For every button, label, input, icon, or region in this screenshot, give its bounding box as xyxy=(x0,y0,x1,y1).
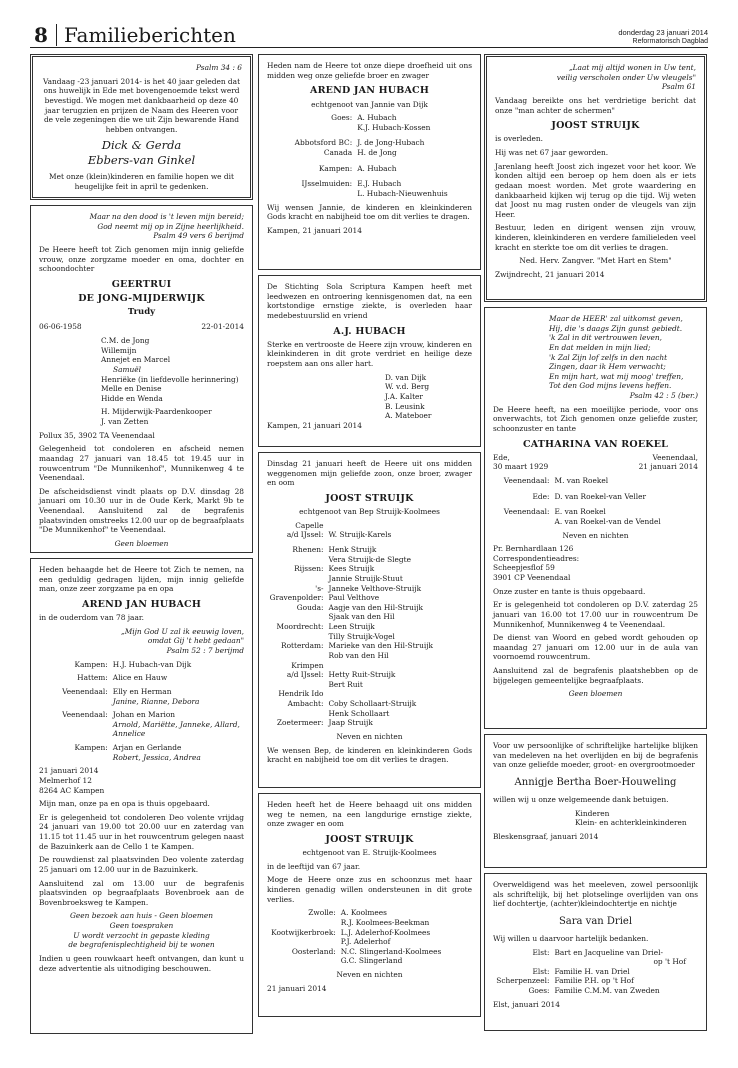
ad-paragraph: Sterke en vertroostе de Heere zijn vrouw, kinderen en kleinkinderen in dit grote verdriet en heilige deze roepstem aan ons aller hart. xyxy=(267,339,472,369)
issue-date: donderdag 23 januari 2014 xyxy=(618,28,708,37)
verse-ref: Psalm 61 xyxy=(661,82,696,92)
family-list xyxy=(39,336,244,427)
verse-line: „Mijn God U zal ik eeuwig loven, xyxy=(120,626,244,636)
family-names: Marieke van den Hil-Struijk xyxy=(328,641,433,651)
family-row xyxy=(493,967,698,977)
family-row xyxy=(39,660,244,670)
ad-thanks-sara xyxy=(484,873,707,1031)
family-children: Robert, Jessica, Andrea xyxy=(112,752,201,762)
verse-line: Maar de HEER' zal uitkomst geven, xyxy=(549,314,683,323)
birth-place: Ede, xyxy=(493,452,510,462)
ad-joost-struijk-inlaws xyxy=(258,793,481,1017)
family-names: A. Koolmees xyxy=(340,908,387,918)
family-names: Familie P.H. op 't Hof xyxy=(554,976,634,986)
deceased-name: JOOST STRUIJK xyxy=(325,492,414,504)
family-names: R.J. Koolmees-Beekman xyxy=(340,917,430,927)
ad-paragraph: Er is gelegenheid tot condoleren Deo volente vrijdag 24 januari van 19.00 tot 20.00 uur en zaterdag van 11.15 tot 11.45 uur in het rouwcentrum gelegen naast de Bazuinkerk aan de Cello 1 te Kampen. xyxy=(39,812,244,851)
family-place: Hendrik Ido xyxy=(278,689,324,699)
ad-paragraph: Aansluitend zal de begrafenis plaatshebben op de bijgelegen gemeentelijke begraafplaats. xyxy=(493,666,698,685)
family-names: Leen Struijk xyxy=(328,622,375,632)
section-title: Familieberichten xyxy=(64,23,236,47)
verse-line: 'k Zal Zijn lof zelfs in den nacht xyxy=(549,352,668,362)
signature-line: Kinderen xyxy=(575,808,610,818)
family-row xyxy=(267,603,472,622)
family-names: Arjan en Gerlande xyxy=(112,743,182,753)
family-place: Rotterdam: xyxy=(281,641,324,651)
ad-text: Vandaag -23 januari 2014- is het 40 jaar geleden dat ons huwelijk in Ede met bovengenoemde tekst werd bevestigd. We mogen met dankbaarheid op deze 40 jaar terugzien en prijzen de Naam des Heeren voor de vele zegeningen die we uit Zijn bewarende Hand hebben ontvangen. xyxy=(42,76,241,134)
age-line: in de leeftijd van 67 jaar. xyxy=(267,861,361,871)
ad-arend-jan-hubach-2 xyxy=(258,54,481,270)
note-line: de begrafenisplechtigheid bij te wonen xyxy=(68,940,215,950)
family-names: N.C. Slingerland-Koolmees xyxy=(340,946,442,956)
family-place: Kampen: xyxy=(74,659,108,669)
family-line: Samuël xyxy=(113,364,141,374)
family-place: Abbotsford BC: xyxy=(294,138,353,148)
life-dates xyxy=(493,462,698,472)
family-names: Rob van den Hil xyxy=(328,650,389,660)
ad-paragraph: De rouwdienst zal plaatsvinden Deo volente zaterdag 25 januari om 12.00 uur in de Bazuinkerk. xyxy=(39,855,244,874)
family-names: A. van Roekel-van de Vendel xyxy=(554,516,661,526)
family-names: G.C. Slingerland xyxy=(340,956,403,966)
family-names-cont: op 't Hof xyxy=(653,957,686,967)
family-list xyxy=(267,521,472,728)
family-place: Ede: xyxy=(532,491,550,501)
family-line: Henriëke (in liefdevolle herinnering) xyxy=(101,374,239,384)
signer: W. v.d. Berg xyxy=(385,382,430,392)
deceased-name: AREND JAN HUBACH xyxy=(310,85,429,97)
spouse-line: echtgenoot van Jannie van Dijk xyxy=(311,99,428,109)
closing-note: Geen bloemen xyxy=(114,538,169,548)
family-names: L. Hubach-Nieuwenhuis xyxy=(357,188,448,198)
deceased-name: AREND JAN HUBACH xyxy=(82,598,201,610)
family-names: H. de Jong xyxy=(357,148,397,158)
family-names: D. van Roekel-van Veller xyxy=(554,491,647,501)
family-list xyxy=(267,113,472,198)
family-place: Canada xyxy=(323,148,353,158)
family-place: a/d IJssel: xyxy=(286,670,324,680)
family-line: Hidde en Wenda xyxy=(101,393,163,403)
family-row xyxy=(267,641,472,660)
family-row xyxy=(267,661,472,671)
family-place: Moordrecht: xyxy=(276,622,324,632)
family-row xyxy=(267,138,472,148)
ad-paragraph: Indien u geen rouwkaart heeft ontvangen, dan kunt u deze advertentie als uitnodiging beschouwen. xyxy=(39,953,244,973)
place-date: Zwijndrecht, 21 januari 2014 xyxy=(495,269,605,279)
family-row xyxy=(267,179,472,198)
signers-list xyxy=(267,373,472,421)
deceased-name: GEERTRUI xyxy=(111,278,172,290)
ad-paragraph: De afscheidsdienst vindt plaats op D.V. dinsdag 28 januari om 10.30 uur in de Oude Kerk, Markt 9b te Veenendaal. Aansluitend zal de begrafenis plaatsvinden omstreeks 12.00 uur op de begraafplaats "De Munnikenhof" te Veenendaal. xyxy=(39,486,244,535)
family-line: H. Mijderwijk-Paardenkooper xyxy=(101,407,212,417)
birth-date: 06-06-1958 xyxy=(39,322,82,332)
ad-paragraph: De dienst van Woord en gebed wordt gehouden op maandag 27 januari om 12.00 uur in de aula van voornoemd rouwcentrum. xyxy=(493,633,698,662)
family-names: Familie C.M.M. van Zweden xyxy=(554,986,660,995)
deceased-name: Annigje Bertha Boer-Houweling xyxy=(514,776,677,788)
verse-line: Tot den God mijns levens heffen. xyxy=(549,381,672,391)
verse-line: veilig verscholen onder Uw vleugels" xyxy=(556,72,696,82)
family-row xyxy=(39,673,244,683)
family-row xyxy=(267,908,472,927)
birth-date: 30 maart 1929 xyxy=(493,462,549,472)
family-place: Veenendaal: xyxy=(503,507,550,517)
family-names: K.J. Hubach-Kossen xyxy=(357,122,431,132)
family-row xyxy=(493,492,698,502)
ad-jubilee xyxy=(30,54,253,200)
date-line: 21 januari 2014 xyxy=(267,983,327,993)
ad-intro: Vandaag bereikte ons het verdrietige bericht dat onze "man achter de schermen" xyxy=(495,95,696,115)
family-place: Ambacht: xyxy=(287,699,324,709)
header-divider xyxy=(56,24,57,46)
family-row xyxy=(493,986,698,996)
family-place: Kampen: xyxy=(74,743,108,753)
ad-intro: Heden nam de Heere tot onze diepe droefheid uit ons midden weg onze geliefde broer en zwager xyxy=(267,61,472,80)
family-list xyxy=(39,660,244,763)
family-names: Paul Velthove xyxy=(328,593,380,603)
date-line: 21 januari 2014 xyxy=(39,766,99,776)
deceased-name: JOOST STRUIJK xyxy=(325,833,414,845)
thanks-line: willen wij u onze welgemeende dank betuigen. xyxy=(493,794,669,804)
family-place: Gouda: xyxy=(296,602,324,612)
family-place: Elst: xyxy=(532,966,550,976)
ad-catharina-van-roekel xyxy=(484,307,707,729)
family-names: H.J. Hubach-van Dijk xyxy=(112,659,192,669)
family-row xyxy=(267,718,472,728)
deceased-nickname: Trudy xyxy=(127,307,156,318)
family-names: Alice en Hauw xyxy=(112,673,168,683)
page-number: 8 xyxy=(34,23,48,47)
family-row xyxy=(267,670,472,689)
family-names: Henk Schollaart xyxy=(328,708,390,718)
family-names: A. Hubach xyxy=(357,113,397,123)
death-place: Veenendaal, xyxy=(652,452,698,462)
spouse-line: echtgenoot van E. Struijk-Koolmees xyxy=(302,848,437,858)
family-place: Veenendaal: xyxy=(62,686,108,696)
family-place: Kampen: xyxy=(318,163,353,173)
note-line: U wordt verzocht in gepaste kleding xyxy=(73,930,210,940)
family-place: Capelle xyxy=(295,520,324,530)
ad-intro: De Heere heeft tot Zich genomen mijn innig geliefde vrouw, onze zorgzame moeder en oma, dochter en schoondochter xyxy=(39,244,244,274)
family-row xyxy=(39,743,244,762)
family-row xyxy=(267,622,472,641)
family-place: Scherpenzeel: xyxy=(496,976,550,986)
ad-paragraph: Jarenlang heeft Joost zich ingezet voor het koor. We konden altijd een beroep op hem doen als er iets gedaan moest worden. Met grote waardering en dankbaarheid kijken wij terug op die tijd. Wij weten dat Joost nu mag rusten onder de vleugels van zijn Heer. xyxy=(495,161,696,219)
thanks-line: Wij willen u daarvoor hartelijk bedanken. xyxy=(493,933,649,943)
signer: B. Leusink xyxy=(385,401,425,411)
family-names: Sjaak van den Hil xyxy=(328,612,395,622)
family-names: A. Hubach xyxy=(357,163,397,173)
death-date: 21 januari 2014 xyxy=(638,462,698,472)
family-row xyxy=(39,710,244,739)
family-line: Melle en Denise xyxy=(101,384,162,394)
family-row xyxy=(267,530,472,540)
ad-intro: Dinsdag 21 januari heeft de Heere uit ons midden weggenomen mijn geliefde zoon, onze broer, zwager en oom xyxy=(267,459,472,488)
ad-paragraph: Moge de Heere onze zus en schoonzus met haar kinderen genadig willen ondersteunen in dit grote verlies. xyxy=(267,875,472,904)
ad-intro: Heden behaagde het de Heere tot Zich te nemen, na een geduldig gedragen lijden, mijn innig geliefde man, onze zeer zorgzame pa en opa xyxy=(39,565,244,594)
ad-paragraph: Gelegenheid tot condoleren en afscheid nemen maandag 27 januari van 18.45 tot 19.45 uur in rouwcentrum "De Munnikenhof", Munnikenweg 4 te Veenendaal. xyxy=(39,444,244,483)
family-place: Hattem: xyxy=(77,673,108,683)
newspaper-name: Reformatorisch Dagblad xyxy=(632,38,708,45)
nieces-line: Neven en nichten xyxy=(336,731,403,741)
note-line: Geen bezoek aan huis - Geen bloemen xyxy=(69,911,214,921)
family-place: Veenendaal: xyxy=(503,476,550,486)
family-row xyxy=(267,564,472,583)
family-names: Bart en Jacqueline van Driel- xyxy=(554,947,664,957)
family-names: Johan en Marion xyxy=(112,710,176,720)
ad-intro: Overweldigend was het meeleven, zowel persoonlijk als schriftelijk, bij het plotselinge overlijden van ons lief dochtertje, (achter)kleindochtertje en nichtje xyxy=(493,880,698,909)
verse-line: Maar na den dood is 't leven mijn bereid; xyxy=(89,212,244,221)
family-list xyxy=(493,948,698,996)
died-line: is overleden. xyxy=(495,134,543,144)
family-names: Aagje van den Hil-Struijk xyxy=(328,602,424,612)
place-date: Elst, januari 2014 xyxy=(493,999,560,1009)
family-row xyxy=(267,521,472,531)
family-names: M. van Roekel xyxy=(554,476,609,486)
family-names: P.J. Adelerhof xyxy=(340,937,391,947)
ad-text-2: Met onze (klein)kinderen en familie hopen we dit heugelijke feit in april te gedenken. xyxy=(49,172,234,191)
ad-sola-scriptura xyxy=(258,275,481,447)
family-list xyxy=(267,908,472,966)
family-place: Zoetermeer: xyxy=(276,718,324,728)
closing-note: Geen bloemen xyxy=(568,689,623,699)
family-place: a/d IJssel: xyxy=(286,530,324,540)
signer: D. van Dijk xyxy=(385,372,427,382)
family-names: Kees Struijk xyxy=(328,564,375,574)
family-names: Hetty Ruit-Struijk xyxy=(328,670,396,680)
address-line: Melmerhof 12 xyxy=(39,775,92,785)
family-line: Annejet en Marcel xyxy=(101,355,171,365)
family-names: Bert Ruit xyxy=(328,679,363,689)
family-list xyxy=(493,476,698,527)
signer: A. Mateboer xyxy=(385,411,432,421)
family-line: J. van Zetten xyxy=(101,417,149,427)
family-place: Goes: xyxy=(528,986,550,995)
deceased-name: Sara van Driel xyxy=(558,915,633,927)
column-left xyxy=(30,54,253,1039)
family-children: Janine, Rianne, Debora xyxy=(112,696,200,706)
nieces-line: Neven en nichten xyxy=(336,970,403,980)
address: Graafschap 29-01, 8261 LB Kampen xyxy=(73,195,210,200)
family-line: C.M. de Jong xyxy=(101,336,150,346)
family-place: Oosterland: xyxy=(291,946,336,956)
family-names: E. van Roekel xyxy=(554,507,606,517)
ad-paragraph: Bestuur, leden en dirigent wensen zijn vrouw, kinderen, kleinkinderen en verdere familieleden veel kracht en sterkte toe om dit verlies te dragen. xyxy=(495,223,696,252)
verse-line: God neemt mij op in Zijne heerlijkheid. xyxy=(97,221,244,231)
couple-name-line1: Dick & Gerda xyxy=(101,138,182,153)
verse-line: „Laat mij altijd wonen in Uw tent, xyxy=(568,63,696,72)
deceased-name: A.J. HUBACH xyxy=(333,325,406,337)
address: Pollux 35, 3902 TA Veenendaal xyxy=(39,430,155,440)
ad-paragraph: Mijn man, onze pa en opa is thuis opgebaard. xyxy=(39,799,210,809)
ad-paragraph: Wij wensen Jannie, de kinderen en kleinkinderen Gods kracht en nabijheid toe om dit verlies te dragen. xyxy=(267,202,472,222)
verse-ref: Psalm 49 vers 6 berijmd xyxy=(153,231,244,241)
family-names: L.J. Adelerhof-Koolmees xyxy=(340,927,431,937)
verse-line: En mijn hart, wat mij moog' treffen, xyxy=(549,371,684,381)
family-names: W. Struijk-Karels xyxy=(328,530,392,540)
ad-intro: De Heere heeft, na een moeilijke periode, voor ons onverwachts, tot Zich genomen onze geliefde zuster, schoonzuster en tante xyxy=(493,404,698,433)
ad-thanks-annigje xyxy=(484,734,707,868)
family-row xyxy=(267,689,472,699)
family-place: Krimpen xyxy=(291,660,324,670)
place-date: Bleskensgraaf, januari 2014 xyxy=(493,831,599,841)
ad-paragraph: We wensen Bep, de kinderen en kleinkinderen Gods kracht en nabijheid toe om dit verlies te dragen. xyxy=(267,745,472,765)
ad-arend-jan-hubach-1 xyxy=(30,558,253,1034)
family-names: Elly en Herman xyxy=(112,686,172,696)
verse-ref: Psalm 34 : 6 xyxy=(196,63,242,72)
verse-block xyxy=(493,314,698,391)
family-row xyxy=(267,113,472,132)
life-dates xyxy=(39,322,244,332)
family-row xyxy=(493,507,698,526)
ad-joost-struijk-family xyxy=(258,452,481,788)
family-row xyxy=(267,164,472,174)
family-place: Rhenen: xyxy=(292,545,324,555)
family-row xyxy=(493,476,698,486)
family-names: Tilly Struijk-Vogel xyxy=(328,631,395,641)
family-line: Willemijn xyxy=(101,345,137,355)
family-names: Coby Schollaart-Struijk xyxy=(328,699,417,709)
family-row xyxy=(267,545,472,564)
family-names: J. de Jong-Hubach xyxy=(357,138,425,148)
column-middle xyxy=(258,54,481,1022)
page-header xyxy=(30,22,708,48)
age-line: Hij was net 67 jaar geworden. xyxy=(495,148,609,158)
family-row xyxy=(493,948,698,958)
couple-name-line2: Ebbers-van Ginkel xyxy=(87,153,196,168)
family-row xyxy=(267,947,472,966)
family-row xyxy=(267,699,472,718)
family-names: Jaap Struijk xyxy=(328,718,373,728)
ad-paragraph: Onze zuster en tante is thuis opgebaard. xyxy=(493,586,646,596)
verse-line: omdat Gij 't hebt gedaan" xyxy=(147,636,244,646)
family-place: Rijssen: xyxy=(294,564,324,574)
place-date: Kampen, 21 januari 2014 xyxy=(267,225,362,235)
family-place: Zwolle: xyxy=(308,908,336,918)
address-line: 8264 AC Kampen xyxy=(39,785,105,795)
deceased-name: DE JONG-MIJDERWIJK xyxy=(78,293,205,305)
family-row xyxy=(39,687,244,706)
age-line: in de ouderdom van 78 jaar. xyxy=(39,613,144,623)
verse-line: Zingen, daar ik Hem verwacht; xyxy=(549,362,666,372)
family-place: Veenendaal: xyxy=(62,710,108,720)
column-right xyxy=(484,54,707,1036)
address-line: Correspondentieadres: xyxy=(493,553,580,563)
family-place: IJsselmuiden: xyxy=(301,179,353,189)
nieces-line: Neven en nichten xyxy=(562,530,629,540)
family-children: Arnold, Mariëtte, Janneke, Allard, Annelice xyxy=(112,719,240,739)
family-names: E.J. Hubach xyxy=(357,179,402,189)
ad-intro: Voor uw persoonlijke of schriftelijke hartelijke blijken van medeleven na het overlijden en bij de begrafenis van onze geliefde moeder, groot- en overgrootmoeder xyxy=(493,741,698,770)
family-place: 's-Gravenpolder: xyxy=(269,583,324,603)
spouse-line: echtgenoot van Bep Struijk-Koolmees xyxy=(299,507,440,517)
signature-line: Klein- en achterkleinkinderen xyxy=(575,818,687,828)
verse-line: En dat melden in mijn lied; xyxy=(549,342,651,352)
ad-joost-struijk-choir xyxy=(484,54,707,302)
note-line: Geen toespraken xyxy=(109,921,174,931)
family-place: Kootwijkerbroek: xyxy=(271,927,336,937)
signer: Ned. Herv. Zangver. "Met Hart en Stem" xyxy=(519,256,672,266)
ad-intro: Heden heeft het de Heere behaagd uit ons midden weg te nemen, na een langdurige ernstige ziekte, onze zwager en oom xyxy=(267,800,472,829)
ad-paragraph: Er is gelegenheid tot condoleren op D.V. zaterdag 25 januari van 16.00 tot 17.00 uur in rouwcentrum De Munnikenhof, Munnikenweg 4 te Veenendaal. xyxy=(493,600,698,629)
ad-geertrui xyxy=(30,205,253,553)
family-row xyxy=(267,148,472,158)
signature-block xyxy=(493,809,698,828)
signer: J.A. Kalter xyxy=(385,391,423,401)
family-names: Vera Struijk-de Slegte xyxy=(328,554,411,564)
verse-ref: Psalm 42 : 5 (ber.) xyxy=(629,391,698,400)
verse-ref: Psalm 52 : 7 berijmd xyxy=(166,646,244,656)
address-line: 3901 CP Veenendaal xyxy=(493,573,571,583)
deceased-name: CATHARINA VAN ROEKEL xyxy=(522,438,669,450)
family-place: Elst: xyxy=(532,947,550,957)
address-line: Pr. Bernhardlaan 126 xyxy=(493,544,574,554)
ad-paragraph: Aansluitend zal om 13.00 uur de begrafenis plaatsvinden op begraafplaats Bovenbroek aan de Bovenbroeksweg te Kampen. xyxy=(39,878,244,907)
family-row xyxy=(267,928,472,947)
deceased-name: JOOST STRUIJK xyxy=(551,120,640,132)
family-names: Henk Struijk xyxy=(328,545,377,555)
verse-line: 'k Zal in dit vertrouwen leven, xyxy=(549,333,662,343)
address-line: Scheepjesflof 59 xyxy=(493,563,555,573)
family-names: Familie H. van Driel xyxy=(554,966,630,976)
family-row xyxy=(267,584,472,603)
family-names: Jannie Struijk-Stuut xyxy=(328,573,403,583)
place-date: Kampen, 21 januari 2014 xyxy=(267,420,362,430)
family-names: Janneke Velthove-Struijk xyxy=(328,583,422,593)
verse-line: Hij, die 's daags Zijn gunst gebiedt. xyxy=(549,323,683,333)
family-place: Goes: xyxy=(331,113,353,123)
death-date: 22-01-2014 xyxy=(201,322,244,332)
family-row xyxy=(493,976,698,986)
life-places xyxy=(493,453,698,463)
ad-intro: De Stichting Sola Scriptura Kampen heeft met leedwezen en ontroering kennisgenomen dat, na een kortstondige ernstige ziekte, is overleden haar medebestuurslid en vriend xyxy=(267,282,472,320)
